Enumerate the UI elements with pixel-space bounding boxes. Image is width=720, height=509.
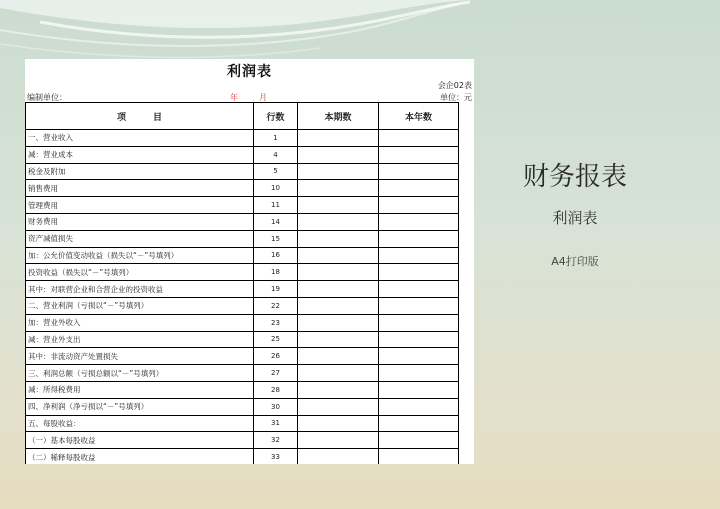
item-cell: 税金及附加 <box>26 163 254 180</box>
current-period-cell[interactable] <box>298 230 379 247</box>
line-no-cell: 14 <box>254 213 298 230</box>
current-year-cell[interactable] <box>379 297 459 314</box>
item-cell: 三、利润总额（亏损总额以“－”号填列） <box>26 365 254 382</box>
current-period-cell[interactable] <box>298 432 379 449</box>
current-year-cell[interactable] <box>379 230 459 247</box>
item-cell: 财务费用 <box>26 213 254 230</box>
table-row <box>26 163 459 180</box>
reporting-unit-label: 编制单位： <box>27 93 67 102</box>
current-period-cell[interactable] <box>298 197 379 214</box>
item-cell: 其中：非流动资产处置损失 <box>26 348 254 365</box>
line-no-cell: 27 <box>254 365 298 382</box>
line-no-cell: 11 <box>254 197 298 214</box>
table-row <box>26 415 459 432</box>
current-year-cell[interactable] <box>379 314 459 331</box>
item-cell: 减：营业外支出 <box>26 331 254 348</box>
item-cell: 加：公允价值变动收益（损失以“－”号填列） <box>26 247 254 264</box>
table-row <box>26 314 459 331</box>
item-cell: 四、净利润（净亏损以“－”号填列） <box>26 398 254 415</box>
month-label: 月 <box>259 93 267 102</box>
line-no-cell: 28 <box>254 381 298 398</box>
current-period-cell[interactable] <box>298 146 379 163</box>
current-period-cell[interactable] <box>298 213 379 230</box>
item-cell: 二、营业利润（亏损以“－”号填列） <box>26 297 254 314</box>
item-cell: 五、每股收益： <box>26 415 254 432</box>
line-no-cell: 4 <box>254 146 298 163</box>
statement-title: 利润表 <box>227 64 272 80</box>
table-row <box>26 381 459 398</box>
current-year-cell[interactable] <box>379 163 459 180</box>
item-cell: 加：营业外收入 <box>26 314 254 331</box>
income-statement-sheet <box>25 59 474 464</box>
table-row <box>26 180 459 197</box>
line-no-cell: 26 <box>254 348 298 365</box>
line-no-cell: 15 <box>254 230 298 247</box>
currency-unit: 单位：元 <box>440 93 472 102</box>
current-period-cell[interactable] <box>298 314 379 331</box>
table-row <box>26 247 459 264</box>
line-no-cell: 25 <box>254 331 298 348</box>
column-header-current-period: 本期数 <box>298 103 379 130</box>
current-year-cell[interactable] <box>379 281 459 298</box>
item-cell: 其中：对联营企业和合营企业的投资收益 <box>26 281 254 298</box>
current-period-cell[interactable] <box>298 297 379 314</box>
table-row <box>26 197 459 214</box>
current-year-cell[interactable] <box>379 381 459 398</box>
current-period-cell[interactable] <box>298 247 379 264</box>
side-print-note: A4打印版 <box>551 255 599 268</box>
current-period-cell[interactable] <box>298 264 379 281</box>
line-no-cell: 16 <box>254 247 298 264</box>
table-row <box>26 213 459 230</box>
current-period-cell[interactable] <box>298 163 379 180</box>
line-no-cell: 33 <box>254 449 298 464</box>
current-year-cell[interactable] <box>379 130 459 147</box>
year-label: 年 <box>230 93 238 102</box>
item-cell: （一）基本每股收益 <box>26 432 254 449</box>
item-cell: 资产减值损失 <box>26 230 254 247</box>
income-statement-table <box>25 102 459 464</box>
item-cell: 减：所得税费用 <box>26 381 254 398</box>
current-year-cell[interactable] <box>379 348 459 365</box>
current-period-cell[interactable] <box>298 449 379 464</box>
line-no-cell: 30 <box>254 398 298 415</box>
current-period-cell[interactable] <box>298 331 379 348</box>
current-year-cell[interactable] <box>379 197 459 214</box>
line-no-cell: 22 <box>254 297 298 314</box>
line-no-cell: 10 <box>254 180 298 197</box>
line-no-cell: 18 <box>254 264 298 281</box>
current-period-cell[interactable] <box>298 281 379 298</box>
current-period-cell[interactable] <box>298 415 379 432</box>
item-cell: 减：营业成本 <box>26 146 254 163</box>
current-year-cell[interactable] <box>379 365 459 382</box>
current-year-cell[interactable] <box>379 415 459 432</box>
item-cell: 一、营业收入 <box>26 130 254 147</box>
side-subtitle: 利润表 <box>552 209 598 227</box>
table-row <box>26 331 459 348</box>
column-header-line-no: 行数 <box>254 103 298 130</box>
table-row <box>26 146 459 163</box>
current-period-cell[interactable] <box>298 365 379 382</box>
current-period-cell[interactable] <box>298 348 379 365</box>
current-year-cell[interactable] <box>379 180 459 197</box>
current-period-cell[interactable] <box>298 180 379 197</box>
item-cell: 管理费用 <box>26 197 254 214</box>
line-no-cell: 31 <box>254 415 298 432</box>
table-row <box>26 297 459 314</box>
line-no-cell: 23 <box>254 314 298 331</box>
table-row <box>26 264 459 281</box>
table-row <box>26 348 459 365</box>
current-year-cell[interactable] <box>379 247 459 264</box>
line-no-cell: 1 <box>254 130 298 147</box>
line-no-cell: 19 <box>254 281 298 298</box>
form-code: 会企02表 <box>437 81 472 90</box>
table-row <box>26 432 459 449</box>
line-no-cell: 5 <box>254 163 298 180</box>
item-cell: 销售费用 <box>26 180 254 197</box>
line-no-cell: 32 <box>254 432 298 449</box>
table-row <box>26 281 459 298</box>
table-row <box>26 130 459 147</box>
current-year-cell[interactable] <box>379 331 459 348</box>
item-cell: （二）稀释每股收益 <box>26 449 254 464</box>
column-header-item: 项 目 <box>26 103 254 130</box>
table-row <box>26 398 459 415</box>
table-row <box>26 449 459 464</box>
current-period-cell[interactable] <box>298 130 379 147</box>
table-row <box>26 230 459 247</box>
current-year-cell[interactable] <box>379 432 459 449</box>
table-header-row <box>26 103 459 130</box>
table-row <box>26 365 459 382</box>
current-period-cell[interactable] <box>298 398 379 415</box>
item-cell: 投资收益（损失以“－”号填列） <box>26 264 254 281</box>
current-year-cell[interactable] <box>379 213 459 230</box>
current-year-cell[interactable] <box>379 146 459 163</box>
current-period-cell[interactable] <box>298 381 379 398</box>
column-header-current-year: 本年数 <box>379 103 459 130</box>
current-year-cell[interactable] <box>379 264 459 281</box>
side-title: 财务报表 <box>522 162 627 192</box>
current-year-cell[interactable] <box>379 398 459 415</box>
current-year-cell[interactable] <box>379 449 459 464</box>
